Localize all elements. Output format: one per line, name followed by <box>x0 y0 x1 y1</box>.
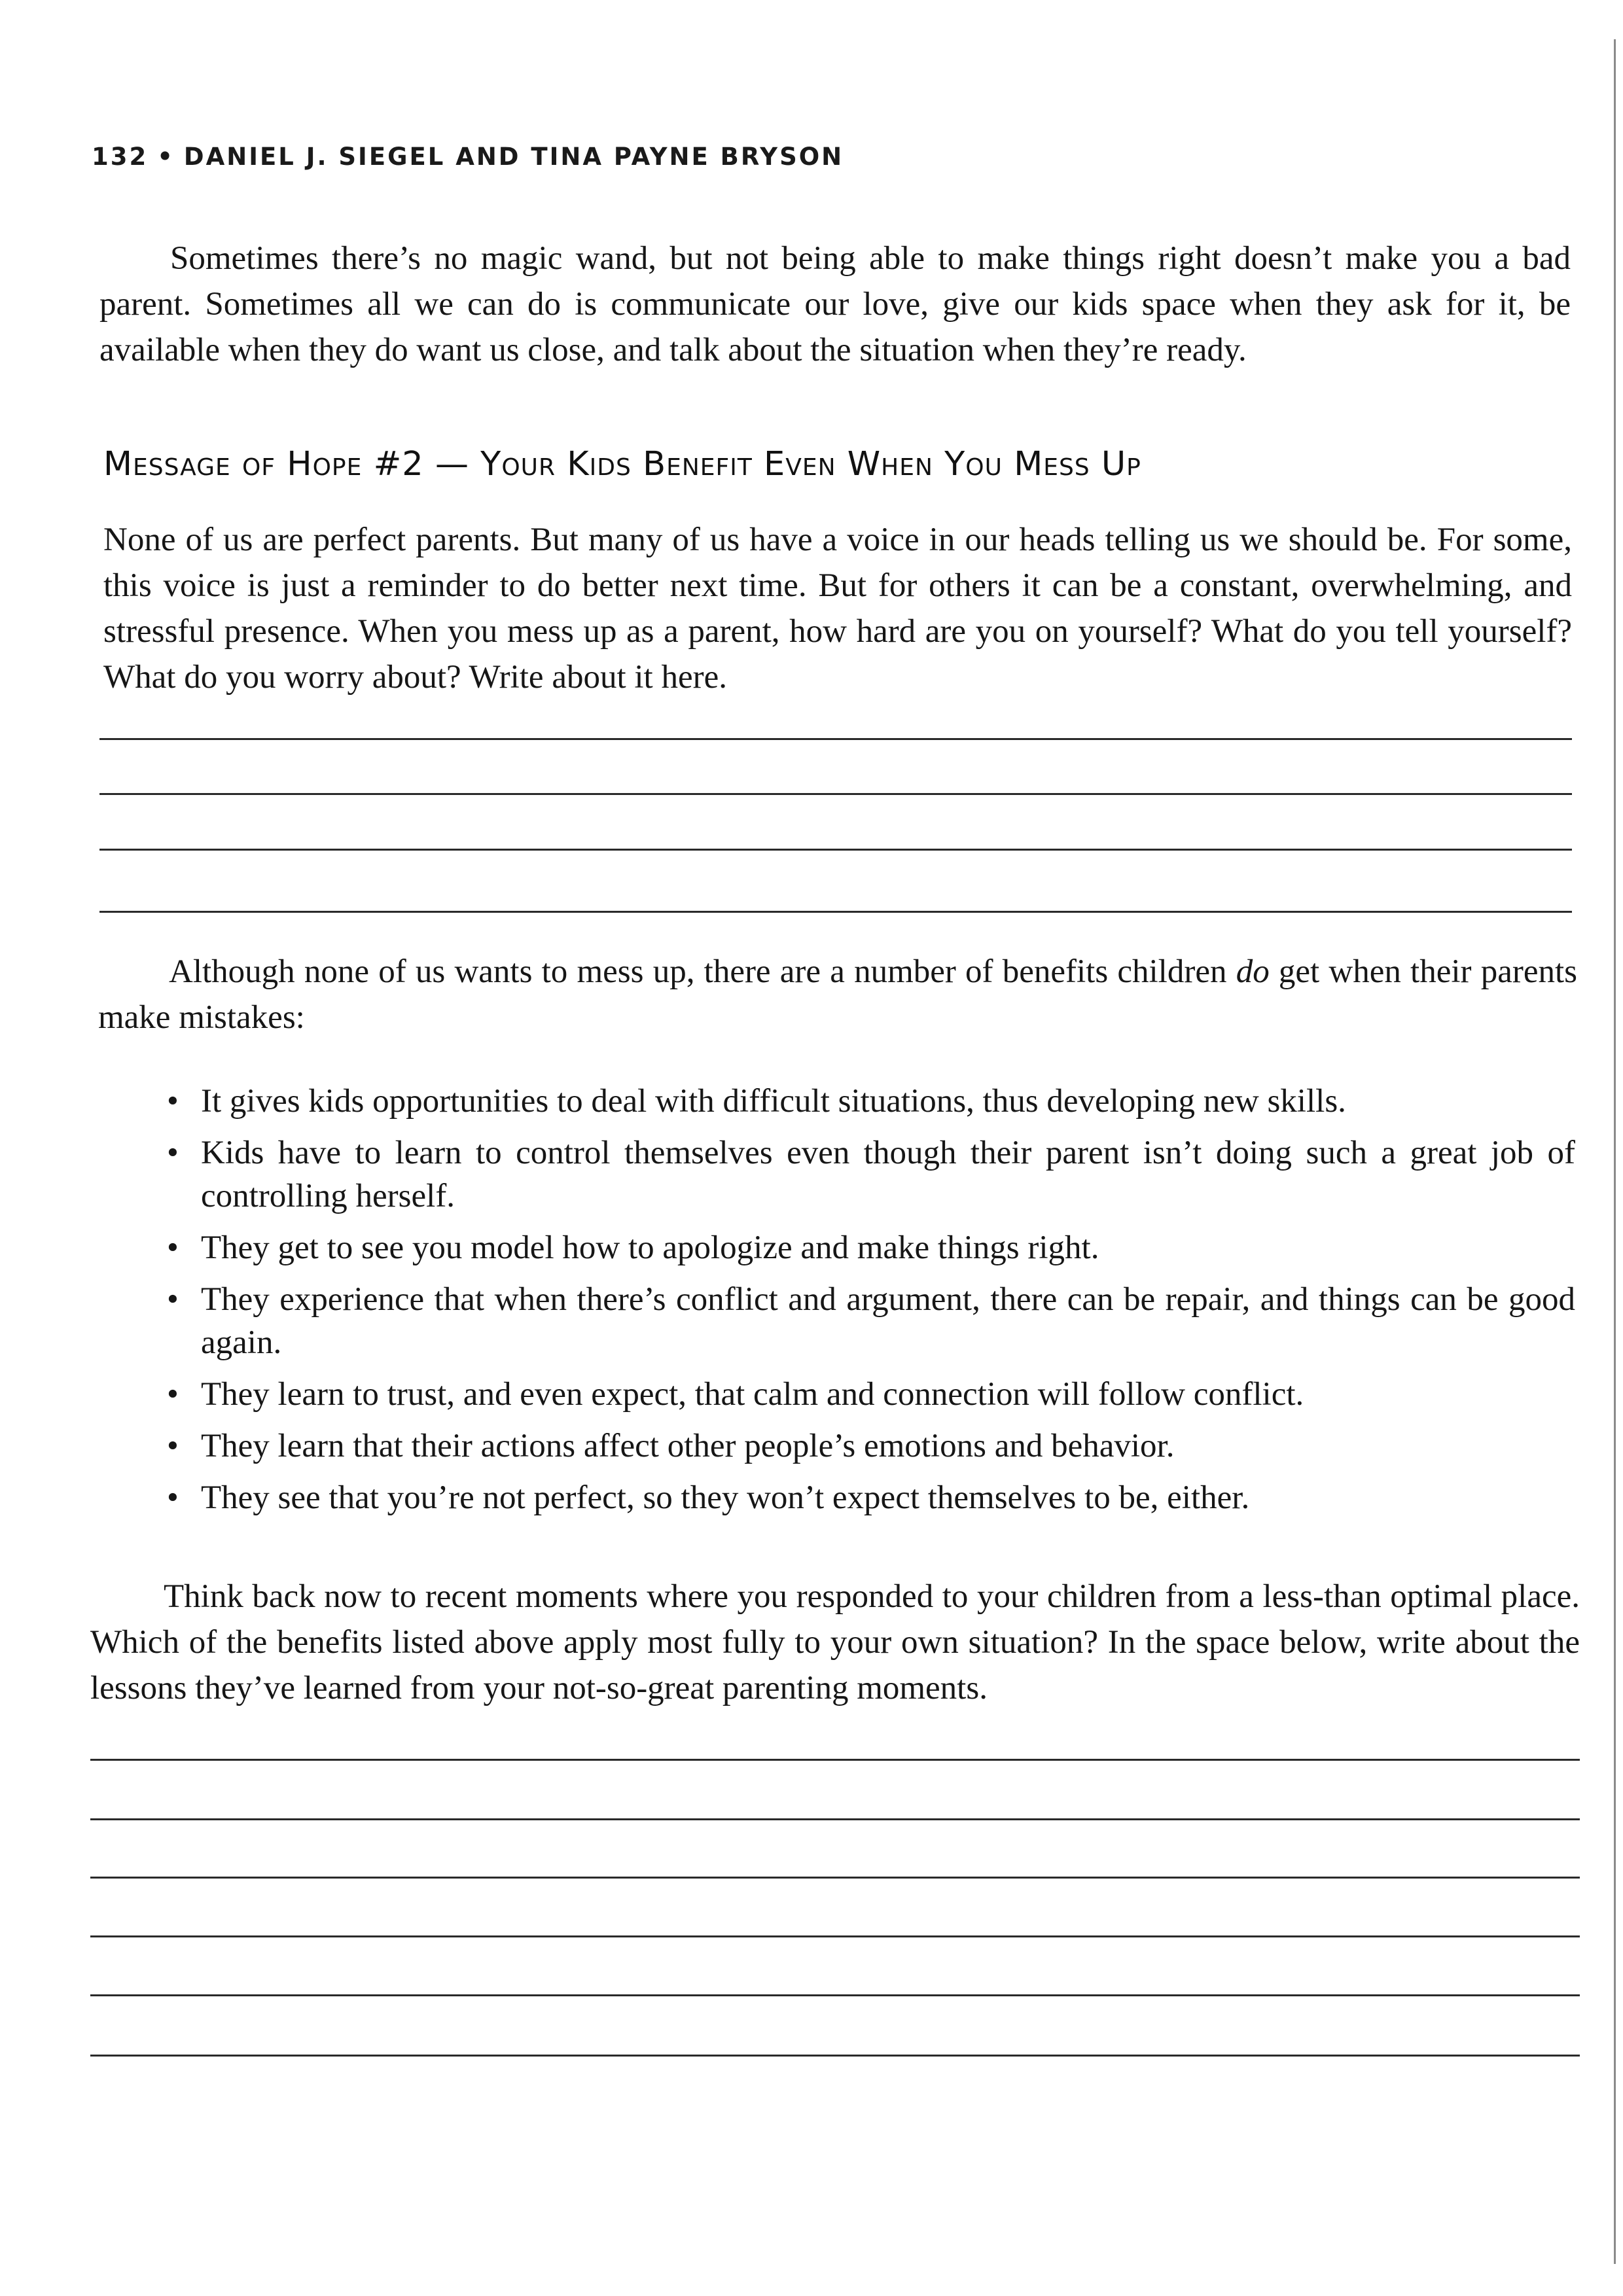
reflection-prompt-1: None of us are perfect parents. But many of us have a voice in our heads telling us we should be. For some, this voice is just a reminder to do better next time. But for others it can be a constant, overwhelming, and stressful presence. When you mess up as a parent, how hard are you on yourself? What do you tell yourself? What do you worry about? Write about it here. <box>103 521 1572 696</box>
answer-line-2-4[interactable] <box>90 1935 1580 1937</box>
scan-edge-line <box>1614 39 1616 2264</box>
bullet-icon: • <box>167 1229 179 1266</box>
answer-line-1-1[interactable] <box>99 738 1572 740</box>
answer-line-2-5[interactable] <box>90 1994 1580 1996</box>
benefits-intro-text-2: get when their parents make mistakes: <box>98 953 1577 1036</box>
section-heading: Message of Hope #2 — Your Kids Benefit Even When You Mess Up <box>103 445 1141 484</box>
benefit-text: It gives kids opportunities to deal with difficult situations, thus developing new skills. <box>201 1083 1346 1120</box>
running-head-authors: DANIEL J. SIEGEL AND TINA PAYNE BRYSON <box>183 143 844 171</box>
bullet-icon: • <box>167 1479 179 1516</box>
answer-line-1-3[interactable] <box>99 849 1572 851</box>
bullet-icon: • <box>167 1135 179 1171</box>
bullet-icon: • <box>167 1083 179 1120</box>
answer-line-2-6[interactable] <box>90 2055 1580 2057</box>
list-item <box>167 1373 1575 1416</box>
benefit-text: They get to see you model how to apologize and make things right. <box>201 1229 1099 1266</box>
answer-line-2-2[interactable] <box>90 1818 1580 1820</box>
page-number: 132 <box>92 143 149 171</box>
bullet-icon: • <box>167 1376 179 1413</box>
benefits-list <box>167 1080 1575 1528</box>
benefit-text: Kids have to learn to control themselves even though their parent isn’t doing such a great job of controlling herself. <box>201 1135 1575 1214</box>
list-item <box>167 1424 1575 1468</box>
bullet-icon: • <box>167 1428 179 1464</box>
answer-line-1-4[interactable] <box>99 911 1572 913</box>
answer-line-1-2[interactable] <box>99 793 1572 795</box>
benefit-text: They learn to trust, and even expect, that calm and connection will follow conflict. <box>201 1376 1304 1413</box>
benefits-intro-emphasis: do <box>1236 953 1270 990</box>
benefit-text: They learn that their actions affect other people’s emotions and behavior. <box>201 1428 1175 1464</box>
intro-paragraph: Sometimes there’s no magic wand, but not being able to make things right doesn’t make you a bad parent. Sometimes all we can do is communicate our love, give our kids space when they ask for it, be available when they do want us close, and talk about the situation when they’re ready. <box>99 240 1571 368</box>
answer-line-2-1[interactable] <box>90 1759 1580 1761</box>
bullet-icon: • <box>167 1281 179 1318</box>
list-item <box>167 1476 1575 1519</box>
running-head <box>92 143 844 171</box>
list-item <box>167 1226 1575 1269</box>
list-item <box>167 1131 1575 1218</box>
benefits-intro-paragraph <box>98 949 1577 1040</box>
reflection-prompt-2: Think back now to recent moments where you responded to your children from a less-than optimal place. Which of the benefits listed above apply most fully to your own situation? In the space below, write about the lessons they’ve learned from your not-so-great parenting moments. <box>90 1578 1580 1706</box>
list-item <box>167 1278 1575 1364</box>
benefit-text: They see that you’re not perfect, so they won’t expect themselves to be, either. <box>201 1479 1250 1516</box>
benefits-intro-text-1: Although none of us wants to mess up, there are a number of benefits children <box>169 953 1236 990</box>
running-head-separator: • <box>157 143 175 171</box>
list-item <box>167 1080 1575 1123</box>
answer-line-2-3[interactable] <box>90 1877 1580 1879</box>
benefit-text: They experience that when there’s conflict and argument, there can be repair, and things can be good again. <box>201 1281 1575 1361</box>
